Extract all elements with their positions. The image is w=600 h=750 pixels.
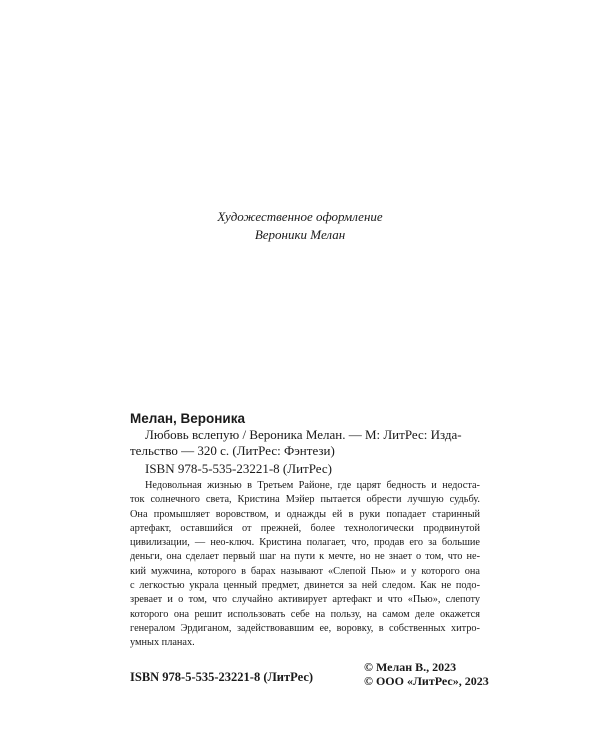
catalog-record <box>130 411 480 477</box>
copyright-publisher: © ООО «ЛитРес», 2023 <box>364 674 489 688</box>
copyright-block <box>364 660 489 688</box>
book-annotation <box>130 479 480 651</box>
annotation-line: Она промышляет воровством, и однажды ей в руки попадает старинный <box>130 508 480 520</box>
annotation-line: цивилизации, — нео-ключ. Кристина полагает, что, продав его за большие <box>130 537 480 549</box>
annotation-line: деньги, она сделает первый шаг на пути к мечте, но не знает о том, что не- <box>130 551 480 563</box>
annotation-line: зревает и о том, что случайно активирует артефакт и что «Пью», слепоту <box>130 594 480 606</box>
annotation-line: артефакт, оставшийся от прежней, более технологически продвинутой <box>130 522 480 534</box>
annotation-line: генералом Эрдиганом, задействовавшим ее, воровку, в собственных хитро- <box>130 622 480 634</box>
catalog-author: Мелан, Вероника <box>130 411 245 426</box>
catalog-title-line-1: Любовь вслепую / Вероника Мелан. — М: ЛитРес: Изда- <box>145 427 462 442</box>
annotation-line: умных планах. <box>130 637 195 649</box>
footer-isbn: ISBN 978-5-535-23221-8 (ЛитРес) <box>130 670 314 684</box>
art-design-credits <box>0 208 600 244</box>
credits-line-2: Вероники Мелан <box>254 227 346 242</box>
annotation-line: кий мужчина, которого в барах называют «Слепой Пью» и у которого она <box>130 565 480 577</box>
annotation-line: ток солнечного света, Кристина Мэйер пытается обрести лучшую судьбу. <box>130 494 480 506</box>
catalog-isbn: ISBN 978-5-535-23221-8 (ЛитРес) <box>145 461 332 476</box>
copyright-author: © Мелан В., 2023 <box>364 660 457 674</box>
credits-line-1: Художественное оформление <box>217 209 383 224</box>
catalog-title-line-2: тельство — 320 с. (ЛитРес: Фэнтези) <box>130 443 335 458</box>
annotation-line: которого она решит использовать себе на пользу, на самом деле окажется <box>130 608 480 620</box>
annotation-line: Недовольная жизнью в Третьем Районе, где царят бедность и недоста- <box>145 480 480 491</box>
annotation-line: с легкостью украла ценный предмет, двинется за ней следом. Как не подо- <box>130 580 480 592</box>
